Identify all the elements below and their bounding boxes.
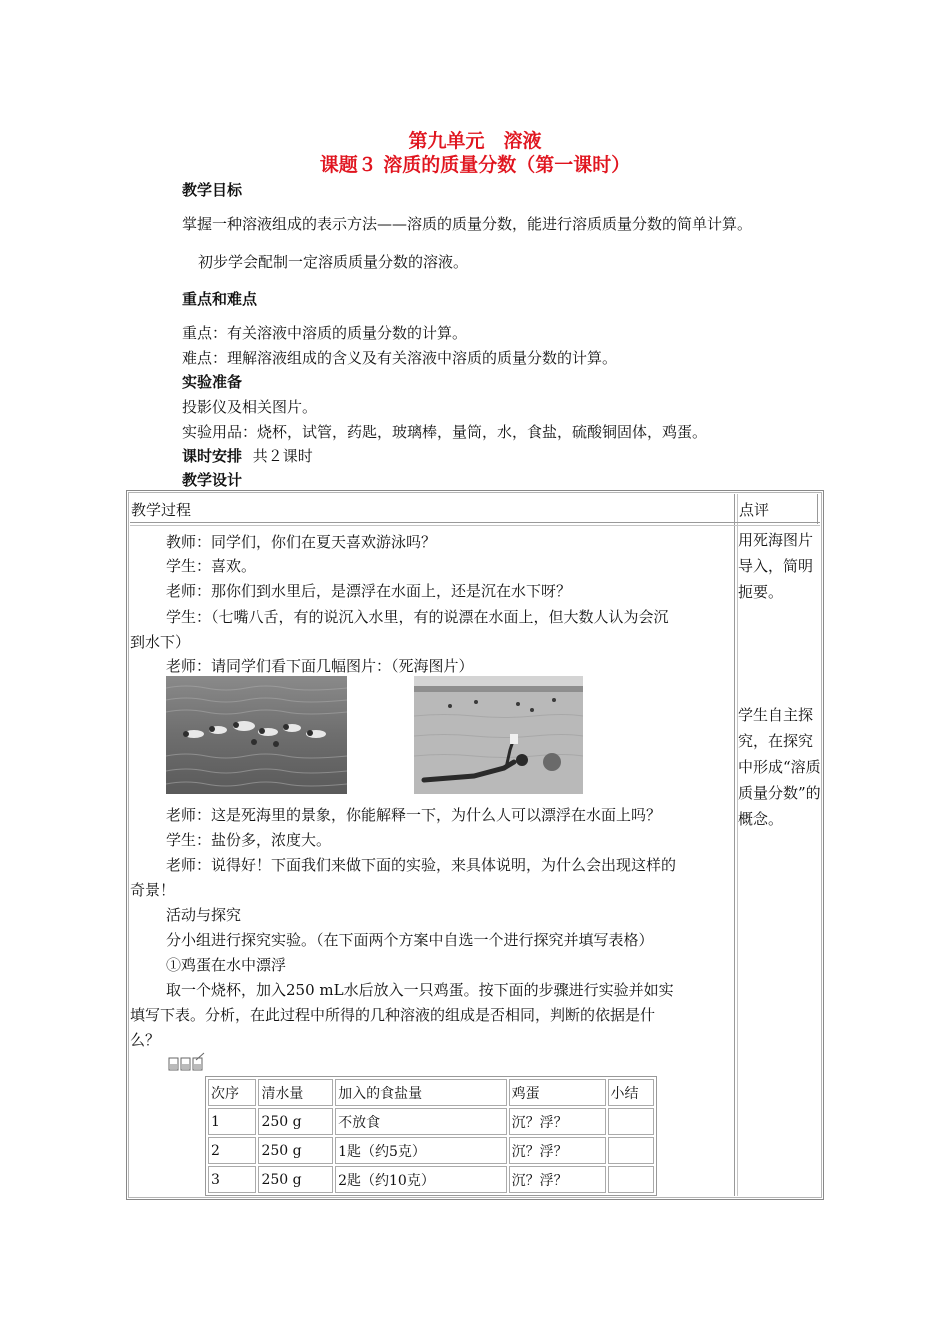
table-cell: 2 bbox=[208, 1137, 256, 1164]
table-cell bbox=[608, 1166, 654, 1193]
table-cell: 沉？浮？ bbox=[509, 1166, 606, 1193]
remark-explore: 学生自主探究，在探究中形成“溶质质量分数”的概念。 bbox=[738, 706, 821, 828]
table-cell: 沉？浮？ bbox=[509, 1137, 606, 1164]
dead-sea-photo-2 bbox=[414, 676, 583, 794]
keypoints-heading: 重点和难点 bbox=[182, 290, 258, 308]
design-heading: 教学设计 bbox=[182, 471, 243, 489]
dialogue-line: 奇景！ bbox=[130, 881, 176, 899]
table-cell: 250 g bbox=[258, 1108, 333, 1135]
dialogue-line: 老师：请同学们看下面几幅图片：（死海图片） bbox=[166, 657, 474, 675]
key-point: 重点：有关溶液中溶质的质量分数的计算。 bbox=[182, 324, 468, 342]
remark-intro: 用死海图片导入，简明扼要。 bbox=[738, 531, 814, 601]
objectives-heading: 教学目标 bbox=[182, 181, 243, 199]
table-header-cell: 鸡蛋 bbox=[509, 1079, 606, 1106]
table-row bbox=[208, 1166, 654, 1193]
table-header-row bbox=[208, 1079, 654, 1106]
table-row bbox=[208, 1137, 654, 1164]
header-right-divider bbox=[817, 494, 818, 524]
table-header-cell: 清水量 bbox=[258, 1079, 333, 1106]
table-header-cell: 小结 bbox=[608, 1079, 654, 1106]
objective-line-1: 掌握一种溶液组成的表示方法——溶质的质量分数，能进行溶质质量分数的简单计算。 bbox=[182, 215, 753, 233]
unit-title: 第九单元 溶液 bbox=[408, 130, 542, 152]
table-header-cell: 加入的食盐量 bbox=[335, 1079, 507, 1106]
schedule-row bbox=[182, 445, 313, 466]
table-cell: 3 bbox=[208, 1166, 256, 1193]
difficult-point: 难点：理解溶液组成的含义及有关溶液中溶质的质量分数的计算。 bbox=[182, 349, 618, 367]
column-divider bbox=[734, 494, 735, 1196]
activity-line: 分小组进行探究实验。（在下面两个方案中自选一个进行探究并填写表格） bbox=[166, 931, 654, 949]
header-divider-inner bbox=[130, 525, 820, 526]
objective-line-2: 初步学会配制一定溶质质量分数的溶液。 bbox=[198, 253, 469, 271]
activity-line: ①鸡蛋在水中漂浮 bbox=[166, 956, 287, 974]
egg-experiment-table bbox=[205, 1076, 657, 1196]
dialogue-line: 学生：（七嘴八舌，有的说沉入水里，有的说漂在水面上，但大数人认为会沉 bbox=[166, 608, 669, 626]
activity-line: 取一个烧杯，加入250 mL水后放入一只鸡蛋。按下面的步骤进行实验并如实 bbox=[166, 981, 674, 999]
dialogue-line: 老师：这是死海里的景象，你能解释一下，为什么人可以漂浮在水面上吗？ bbox=[166, 806, 662, 824]
table-cell bbox=[608, 1108, 654, 1135]
dialogue-line: 学生：盐份多，浓度大。 bbox=[166, 831, 332, 849]
activity-line: 填写下表。分析，在此过程中所得的几种溶液的组成是否相同，判断的依据是什 bbox=[130, 1006, 656, 1024]
table-cell: 2匙（约10克） bbox=[335, 1166, 507, 1193]
dialogue-line: 学生：喜欢。 bbox=[166, 557, 257, 575]
table-cell: 250 g bbox=[258, 1166, 333, 1193]
dialogue-line: 教师：同学们，你们在夏天喜欢游泳吗？ bbox=[166, 533, 437, 551]
header-divider bbox=[130, 522, 820, 523]
dead-sea-photo-1 bbox=[166, 676, 347, 794]
table-header-cell: 次序 bbox=[208, 1079, 256, 1106]
column-header-remark: 点评 bbox=[739, 501, 770, 519]
schedule-value: 共２课时 bbox=[252, 447, 313, 465]
table-cell: 250 g bbox=[258, 1137, 333, 1164]
preparation-line-2: 实验用品：烧杯，试管，药匙，玻璃棒，量筒，水，食盐，硫酸铜固体，鸡蛋。 bbox=[182, 423, 708, 441]
beaker-icon bbox=[168, 1052, 206, 1076]
preparation-heading: 实验准备 bbox=[182, 373, 243, 391]
table-cell: 1匙（约5克） bbox=[335, 1137, 507, 1164]
table-cell: 沉？浮？ bbox=[509, 1108, 606, 1135]
table-cell: 不放食 bbox=[335, 1108, 507, 1135]
lesson-title: 课题３ 溶质的质量分数（第一课时） bbox=[319, 154, 631, 176]
column-header-process: 教学过程 bbox=[131, 501, 192, 519]
dialogue-line: 老师：那你们到水里后，是漂浮在水面上，还是沉在水下呀？ bbox=[166, 582, 572, 600]
preparation-line-1: 投影仪及相关图片。 bbox=[182, 398, 318, 416]
table-cell bbox=[608, 1137, 654, 1164]
table-row bbox=[208, 1108, 654, 1135]
dialogue-line: 到水下） bbox=[130, 633, 191, 651]
activity-line: 么？ bbox=[130, 1031, 161, 1049]
activity-heading: 活动与探究 bbox=[166, 906, 242, 924]
table-cell: 1 bbox=[208, 1108, 256, 1135]
schedule-heading: 课时安排 bbox=[182, 447, 243, 465]
dialogue-line: 老师：说得好！下面我们来做下面的实验，来具体说明，为什么会出现这样的 bbox=[166, 856, 677, 874]
